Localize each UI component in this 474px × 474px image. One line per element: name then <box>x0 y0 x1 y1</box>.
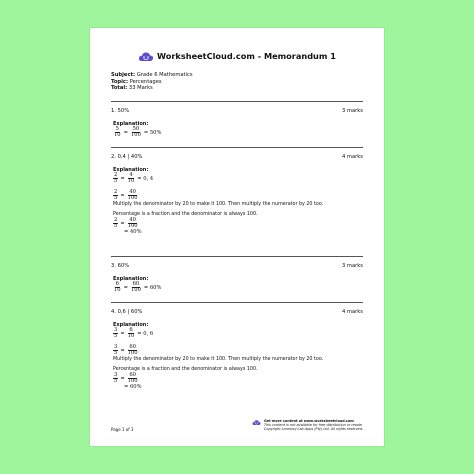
denominator: 10 <box>114 287 121 294</box>
question-1 <box>111 101 363 139</box>
equation-stack <box>113 218 363 236</box>
fraction <box>113 328 118 340</box>
question-marks: 3 marks <box>341 108 363 114</box>
equals-sign: = <box>123 284 128 291</box>
question-answer: 2. 0,4 | 40% <box>111 154 143 160</box>
question-marks: 4 marks <box>341 309 363 315</box>
worksheet-meta <box>111 72 193 92</box>
footer-text <box>264 419 363 432</box>
cloud-smile-icon <box>138 51 154 62</box>
denominator: 100 <box>127 350 138 357</box>
numerator: 6 <box>129 327 133 333</box>
footer-notice <box>252 419 363 432</box>
numerator: 3 <box>114 343 118 350</box>
question-answer: 1. 50% <box>111 108 130 114</box>
numerator: 40 <box>129 216 136 223</box>
numerator: 3 <box>114 327 118 333</box>
equals-sign: = <box>120 220 125 227</box>
fraction <box>113 373 118 385</box>
page-header <box>90 49 384 63</box>
fraction <box>127 345 139 357</box>
explanation-label: Explanation: <box>113 276 149 282</box>
denominator: 100 <box>127 223 138 230</box>
denominator: 5 <box>114 178 118 185</box>
equation <box>113 173 363 185</box>
total-line <box>111 85 193 92</box>
explanation-text: Percentage is a fraction and the denominator is always 100. <box>113 211 258 217</box>
fraction <box>130 282 142 294</box>
explanation-text: Multiply the denominator by 20 to make it 100. Then multiply the numerator by 20 too. <box>113 356 324 362</box>
explanation-text: Multiply the denominator by 20 to make it 100. Then multiply the numerator by 20 too. <box>113 201 324 207</box>
equals-sign: = <box>120 175 125 182</box>
fraction <box>127 373 139 385</box>
denominator: 100 <box>130 287 141 294</box>
page-title: WorksheetCloud.com - Memorandum 1 <box>157 51 336 61</box>
numerator: 6 <box>115 281 119 287</box>
question-4 <box>111 302 363 390</box>
denominator: 5 <box>114 333 118 340</box>
equation <box>113 328 363 340</box>
denominator: 5 <box>114 195 118 202</box>
question-answer: 4. 0,6 | 60% <box>111 309 143 315</box>
equals-sign: = <box>120 375 125 382</box>
fraction <box>127 190 139 202</box>
explanation-label: Explanation: <box>113 322 149 328</box>
equation-result: = 0, 4 <box>137 175 154 182</box>
numerator: 3 <box>114 371 118 378</box>
fraction <box>113 190 118 202</box>
numerator: 2 <box>114 216 118 223</box>
fraction <box>113 218 118 230</box>
numerator: 50 <box>132 126 140 132</box>
divider <box>111 302 363 303</box>
equation-result: = 60% <box>124 384 142 391</box>
question-answer: 3. 60% <box>111 263 130 269</box>
denominator: 10 <box>127 333 135 340</box>
equation <box>113 127 363 139</box>
numerator: 4 <box>129 172 133 178</box>
explanation-label: Explanation: <box>113 121 149 127</box>
explanation-text: Percentage is a fraction and the denominator is always 100. <box>113 366 258 372</box>
fraction <box>113 345 118 357</box>
denominator: 5 <box>114 378 118 385</box>
denominator: 10 <box>127 178 135 185</box>
equation-result: = 60% <box>143 284 162 291</box>
topic-line <box>111 79 193 86</box>
fraction <box>113 173 118 185</box>
cloud-smile-icon <box>252 419 261 426</box>
equation <box>113 282 363 294</box>
equation <box>113 345 363 357</box>
divider <box>111 147 363 148</box>
numerator: 60 <box>132 281 140 287</box>
total-value: 33 Marks <box>128 85 153 92</box>
subject-line <box>111 72 193 79</box>
numerator: 2 <box>114 172 118 178</box>
numerator: 2 <box>114 188 118 195</box>
question-marks: 3 marks <box>341 263 363 269</box>
topic-value: Percentages <box>129 78 162 85</box>
footer-disclaimer: This content is not available for free distribution or resale. <box>264 423 363 428</box>
subject-value: Grade 6 Mathematics <box>136 72 193 78</box>
fraction <box>127 218 139 230</box>
denominator: 5 <box>114 223 118 230</box>
numerator: 40 <box>129 188 136 195</box>
fraction <box>113 127 122 139</box>
fraction <box>113 282 122 294</box>
denominator: 100 <box>130 132 141 139</box>
fraction <box>127 328 136 340</box>
equals-sign: = <box>120 347 125 354</box>
numerator: 60 <box>129 343 136 350</box>
equation-result: = 50% <box>143 129 162 136</box>
denominator: 100 <box>127 195 138 202</box>
footer-copyright: Copyright Learning Lab Apps (Pty) Ltd. All rights reserved. <box>264 427 363 432</box>
footer-link[interactable]: www.worksheetcloud.com <box>303 419 354 423</box>
numerator: 60 <box>129 371 136 378</box>
denominator: 10 <box>114 132 121 139</box>
denominator: 100 <box>127 378 138 385</box>
question-2 <box>111 147 363 235</box>
worksheet-page <box>90 28 384 446</box>
equals-sign: = <box>120 192 125 199</box>
total-label: Total: <box>111 85 128 92</box>
explanation-label: Explanation: <box>113 167 149 173</box>
page-number: Page 1 of 3 <box>111 427 134 432</box>
equals-sign: = <box>120 330 125 337</box>
equation-stack <box>113 373 363 391</box>
subject-label: Subject: <box>111 72 136 78</box>
fraction <box>127 173 136 185</box>
fraction <box>130 127 142 139</box>
equation-result: = 0, 6 <box>137 330 154 337</box>
divider <box>111 256 363 257</box>
numerator: 5 <box>115 126 119 132</box>
question-3 <box>111 256 363 294</box>
equation <box>113 190 363 202</box>
equals-sign: = <box>123 129 128 136</box>
denominator: 5 <box>114 350 118 357</box>
question-marks: 4 marks <box>341 154 363 160</box>
topic-label: Topic: <box>111 78 129 85</box>
divider <box>111 101 363 102</box>
equation-result: = 40% <box>124 229 142 236</box>
footer-cta: Get more content at <box>264 419 303 423</box>
